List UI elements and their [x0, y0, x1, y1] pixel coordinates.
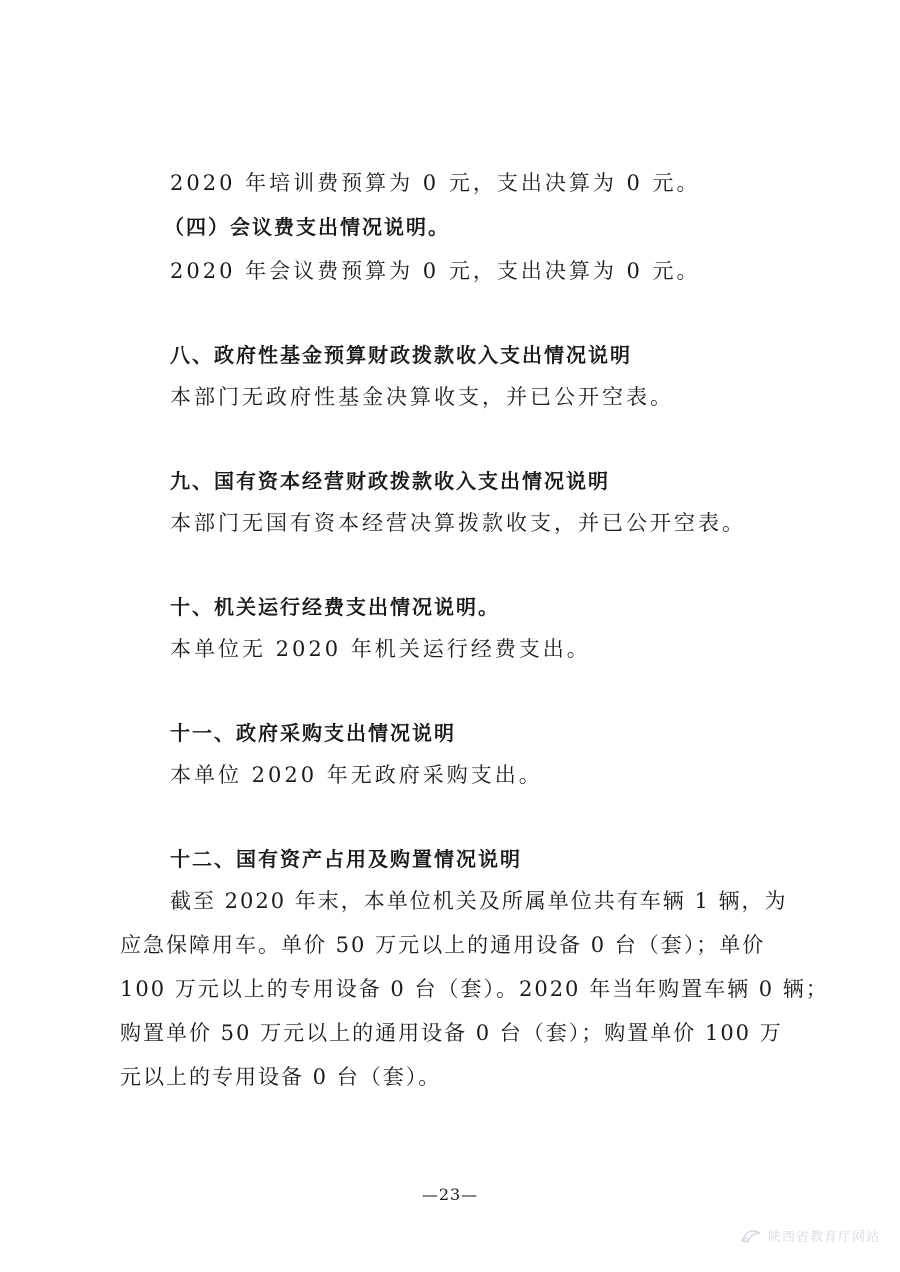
section-11-title: 十一、政府采购支出情况说明	[170, 721, 456, 745]
section-12-paragraph-line: 应急保障用车。单价 50 万元以上的通用设备 0 台（套）；单价	[120, 933, 766, 957]
site-watermark	[740, 1226, 880, 1245]
section-11-body: 本单位 2020 年无政府采购支出。	[170, 763, 543, 787]
section-12-title: 十二、国有资产占用及购置情况说明	[170, 847, 522, 871]
training-fee-line: 2020 年培训费预算为 0 元，支出决算为 0 元。	[170, 171, 701, 195]
section-9-body: 本部门无国有资本经营决算拨款收支，并已公开空表。	[170, 511, 746, 535]
section-10-title: 十、机关运行经费支出情况说明。	[170, 595, 500, 619]
meeting-fee-heading: （四）会议费支出情况说明。	[164, 215, 450, 239]
ornament-icon	[740, 1227, 762, 1245]
section-8-title: 八、政府性基金预算财政拨款收入支出情况说明	[170, 343, 632, 367]
section-12-paragraph-line: 100 万元以上的专用设备 0 台（套）。2020 年当年购置车辆 0 辆；	[120, 977, 829, 1001]
watermark-text: 陕西省教育厅网站	[768, 1230, 881, 1245]
meeting-fee-line: 2020 年会议费预算为 0 元，支出决算为 0 元。	[170, 259, 701, 283]
section-12-paragraph-line: 元以上的专用设备 0 台（套）。	[120, 1065, 442, 1089]
section-9-title: 九、国有资本经营财政拨款收入支出情况说明	[170, 469, 610, 493]
page-number: —23—	[421, 1185, 479, 1204]
section-8-body: 本部门无政府性基金决算收支，并已公开空表。	[170, 385, 674, 409]
section-10-body: 本单位无 2020 年机关运行经费支出。	[170, 637, 591, 661]
section-12-paragraph-line: 购置单价 50 万元以上的通用设备 0 台（套）；购置单价 100 万	[120, 1021, 783, 1045]
section-12-paragraph-line: 截至 2020 年末，本单位机关及所属单位共有车辆 1 辆，为	[170, 889, 788, 913]
